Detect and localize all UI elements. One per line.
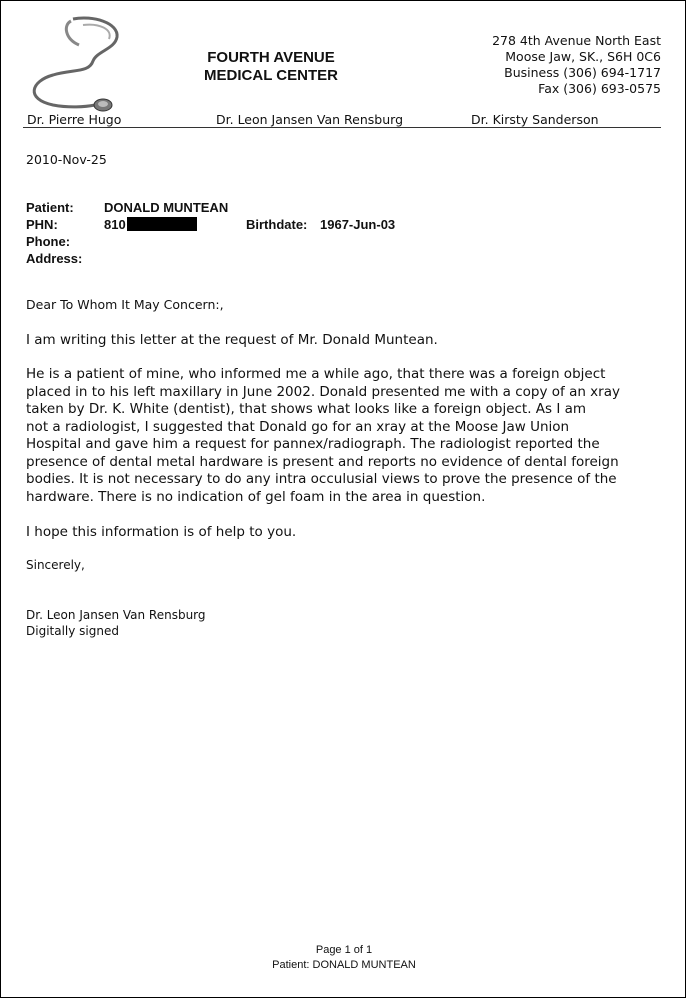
address-label: Address: [26,251,83,266]
letter-date: 2010-Nov-25 [26,152,107,167]
salutation: Dear To Whom It May Concern:, [26,297,224,312]
paragraph-closing: I hope this information is of help to you. [26,524,297,540]
patient-label: Patient: [26,200,74,215]
phone-label: Phone: [26,234,71,249]
address-line: Business (306) 694-1717 [504,65,661,80]
body-line: placed in to his left maxillary in June 2002. Donald presented me with a copy of an xray [26,383,620,400]
body-line: not a radiologist, I suggested that Donald go for an xray at the Moose Jaw Union [26,418,570,435]
center-name-line2: MEDICAL CENTER [204,67,338,84]
redaction-bar [127,217,197,231]
address-line: Moose Jaw, SK., S6H 0C6 [505,49,661,64]
signature-block [26,607,206,639]
body-line: taken by Dr. K. White (dentist), that shows what looks like a foreign object. As I am [26,401,587,417]
page-number: Page 1 of 1 [315,944,373,956]
doctor-name: Dr. Kirsty Sanderson [471,112,599,127]
phn-label: PHN: [26,217,58,232]
header-divider [23,127,661,128]
body-line: bodies. It is not necessary to do any intra occulusial views to prove the presence of the [26,471,617,487]
closing: Sincerely, [26,558,85,572]
clinic-address [492,33,661,97]
address-line: Fax (306) 693-0575 [538,81,661,96]
address-line: 278 4th Avenue North East [492,33,661,48]
phn-number: 810 [104,217,126,232]
body-line: presence of dental metal hardware is present and reports no evidence of dental foreign [26,453,619,470]
phn-value [104,216,197,233]
doctor-name: Dr. Leon Jansen Van Rensburg [216,112,404,127]
paragraph-body [26,366,671,506]
footer-patient: Patient: DONALD MUNTEAN [272,959,416,971]
signer-name: Dr. Leon Jansen Van Rensburg [26,608,206,622]
stethoscope-icon [23,15,133,115]
birthdate-value: 1967-Jun-03 [320,217,396,232]
body-line: He is a patient of mine, who informed me a while ago, that there was a foreign object [26,366,606,382]
center-name-line1: FOURTH AVENUE [207,49,335,66]
page-footer [1,943,687,973]
body-line: Hospital and gave him a request for pannex/radiograph. The radiologist reported the [26,436,600,452]
signature-note: Digitally signed [26,624,119,638]
medical-center-name [151,49,391,85]
paragraph-intro: I am writing this letter at the request of Mr. Donald Muntean. [26,332,438,348]
patient-name: DONALD MUNTEAN [104,200,229,215]
body-line: hardware. There is no indication of gel foam in the area in question. [26,488,486,505]
birthdate-label: Birthdate: [246,217,308,232]
doctor-name: Dr. Pierre Hugo [27,112,122,127]
